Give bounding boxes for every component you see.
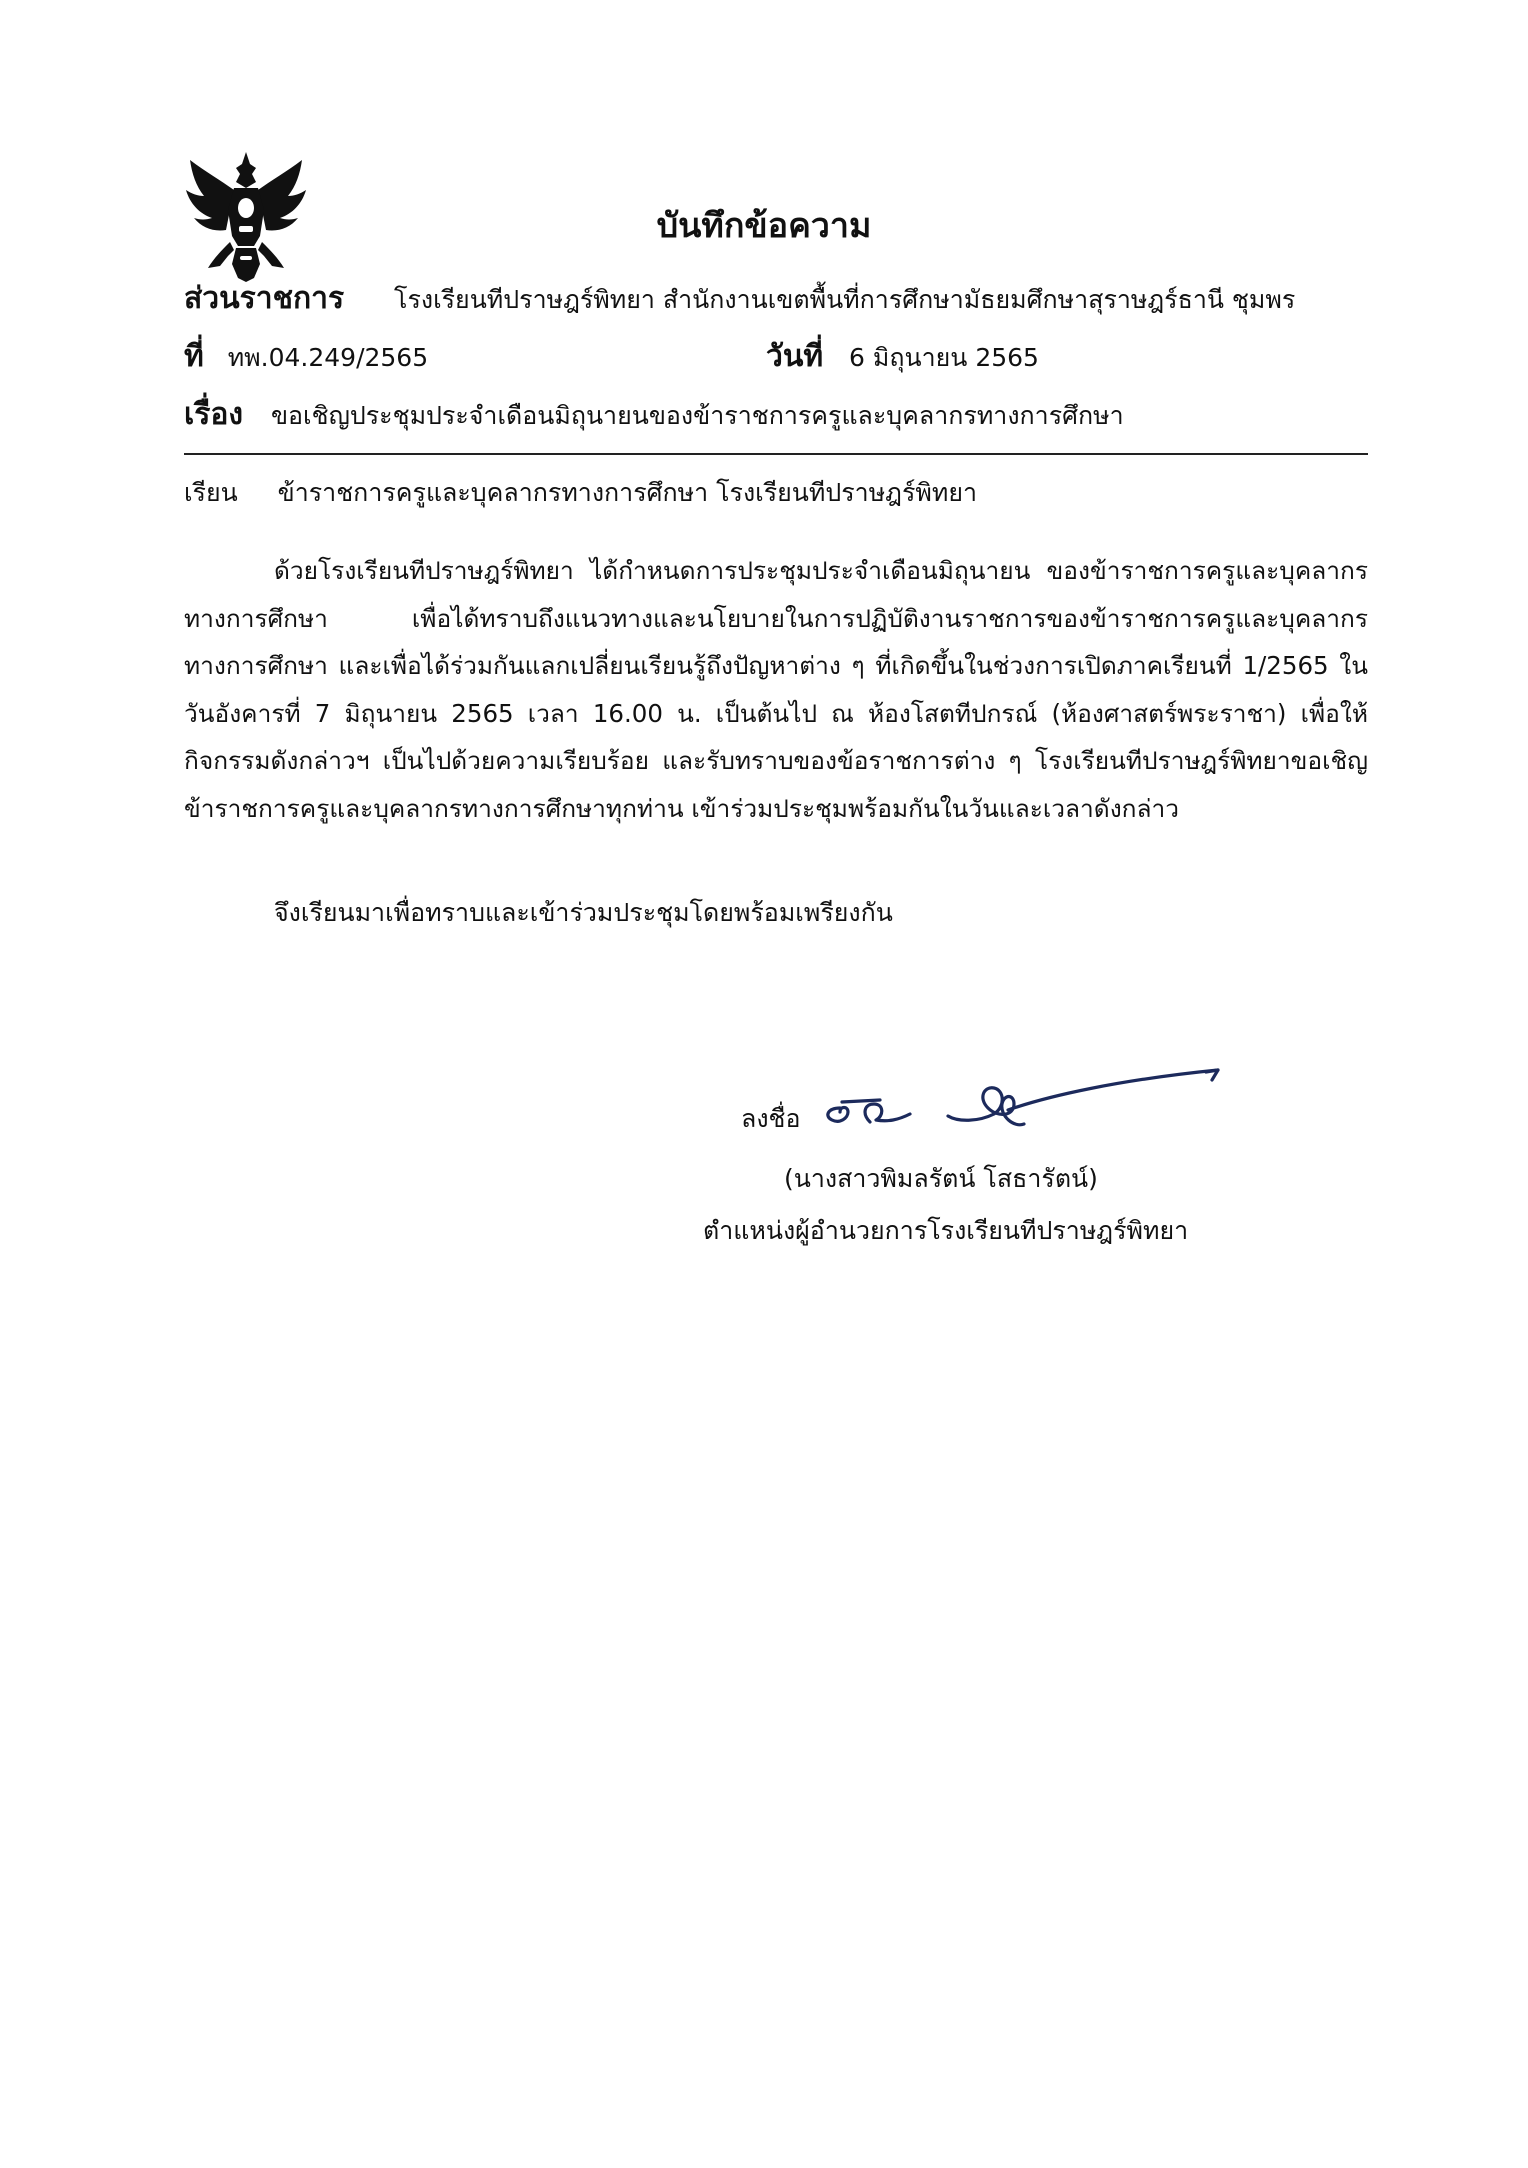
subject-value: ขอเชิญประชุมประจำเดือนมิถุนายนของข้าราชการครูและบุคลากรทางการศึกษา (270, 401, 1124, 430)
subject-label: เรื่อง (184, 397, 244, 432)
department-label: ส่วนราชการ (184, 281, 345, 316)
addressee-row (184, 476, 977, 510)
reference-row (184, 340, 428, 375)
department-value: โรงเรียนทีปราษฎร์พิทยา สำนักงานเขตพื้นที่การศึกษามัธยมศึกษาสุราษฎร์ธานี ชุมพร (394, 285, 1296, 314)
signer-position: ตำแหน่งผู้อำนวยการโรงเรียนทีปราษฎร์พิทยา (703, 1216, 1189, 1245)
header-divider (184, 453, 1368, 455)
date-row (766, 340, 1039, 375)
signer-name: (นางสาวพิมลรัตน์ โสธารัตน์) (784, 1164, 1098, 1193)
addressee-value: ข้าราชการครูและบุคลากรทางการศึกษา โรงเรียนทีปราษฎร์พิทยา (277, 478, 978, 507)
addressee-label: เรียน (184, 478, 238, 507)
handwritten-signature (818, 1058, 1228, 1148)
signature-label: ลงชื่อ (741, 1104, 801, 1133)
reference-label: ที่ (184, 339, 204, 374)
reference-number: ทพ.04.249/2565 (227, 343, 429, 372)
date-value: 6 มิถุนายน 2565 (849, 343, 1039, 372)
subject-row (184, 398, 1124, 433)
date-label: วันที่ (766, 339, 824, 374)
body-paragraph: ด้วยโรงเรียนทีปราษฎร์พิทยา ได้กำหนดการประชุมประจำเดือนมิถุนายน ของข้าราชการครูและบุคลากรทางการศึกษา เพื่อได้ทราบถึงแนวทางและนโยบายในการปฏิบัติงานราชการของข้าราชการครูและบุคลากรทางการศึกษา และเพื่อได้ร่วมกันแลกเปลี่ยนเรียนรู้ถึงปัญหาต่าง ๆ ที่เกิดขึ้นในช่วงการเปิดภาคเรียนที่ 1/2565 ในวันอังคารที่ 7 มิถุนายน 2565 เวลา 16.00 น. เป็นต้นไป ณ ห้องโสตทีปกรณ์ (ห้องศาสตร์พระราชา) เพื่อให้กิจกรรมดังกล่าวฯ เป็นไปด้วยความเรียบร้อย และรับทราบของข้อราชการต่าง ๆ โรงเรียนทีปราษฎร์พิทยาขอเชิญข้าราชการครูและบุคลากรทางการศึกษาทุกท่าน เข้าร่วมประชุมพร้อมกันในวันและเวลาดังกล่าว (184, 556, 1368, 823)
closing-line: จึงเรียนมาเพื่อทราบและเข้าร่วมประชุมโดยพร้อมเพรียงกัน (274, 898, 893, 927)
department-row (184, 282, 1295, 317)
document-title: บันทึกข้อความ (656, 206, 872, 246)
